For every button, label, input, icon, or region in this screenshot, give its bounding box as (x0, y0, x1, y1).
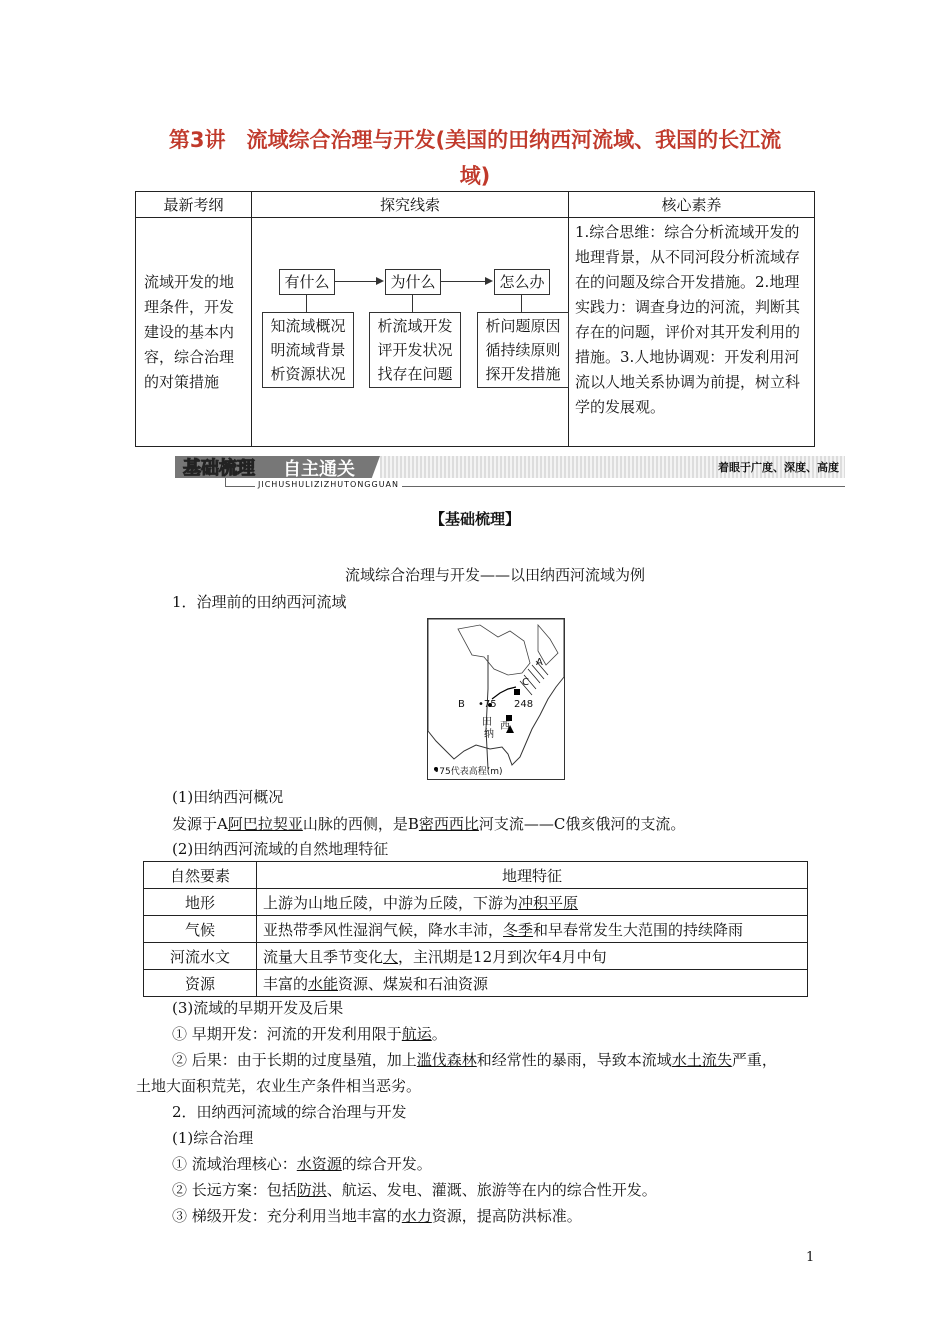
map-label-a: A (536, 657, 543, 668)
literacy-text: 1.综合思维：综合分析流域开发的地理背景，从不同河段分析流域存在的问题及综合开发措施。2.地理实践力：调查身边的河流，判断其存在的问题，评价对其开发利用的措施。3.人地协调观：开发利用河流以人地关系协调为前提，树立科学的发展观。 (569, 218, 815, 447)
banner-slogan: 着眼于广度、深度、高度 (718, 461, 839, 474)
flow-col2-item: 找存在问题 (377, 365, 453, 383)
flow-arrow-1 (334, 281, 382, 282)
syllabus-table (135, 191, 815, 447)
heading-1: 1．治理前的田纳西河流域 (172, 593, 347, 611)
flow-col3-item: 循持续原则 (485, 341, 561, 359)
page-number: 1 (806, 1250, 815, 1265)
s2-title: (2)田纳西河流域的自然地理特征 (172, 840, 389, 858)
row-key: 资源 (144, 970, 257, 997)
section-heading: 【基础梳理】 (429, 510, 520, 528)
flow-col1-item: 知流域概况 (270, 317, 346, 335)
row-value: 上游为山地丘陵，中游为丘陵，下游为冲积平原 (257, 889, 808, 916)
header-syllabus: 最新考纲 (136, 192, 252, 218)
map-river-char-2: 纳 (484, 729, 494, 740)
row-blank: 大 (383, 947, 399, 966)
s4-blank-flood: 防洪 (296, 1181, 327, 1199)
flow-col1-item: 明流域背景 (270, 341, 346, 359)
page-title (130, 122, 820, 194)
row-key: 气候 (144, 916, 257, 943)
flow-box-how: 怎么办 (494, 269, 550, 295)
row-key: 河流水文 (144, 943, 257, 970)
row-key: 地形 (144, 889, 257, 916)
s3-item-1: ① 早期开发：河流的开发利用限于航运。 (172, 1025, 447, 1043)
flow-col1-item: 析资源状况 (270, 365, 346, 383)
map-label-c: C (522, 677, 529, 688)
s1-blank-2: 密西西比 (418, 815, 479, 833)
subtitle: 流域综合治理与开发——以田纳西河流域为例 (344, 566, 645, 584)
row-blank: 冬季 (503, 920, 534, 939)
section-banner (175, 454, 845, 490)
title-line-1: 第3讲 流域综合治理与开发(美国的田纳西河流域、我国的长江流 (168, 128, 782, 152)
s1-text (172, 811, 685, 838)
flow-col-2 (369, 312, 461, 388)
s3-blank-shipping: 航运 (401, 1025, 432, 1043)
s1-title: (1)田纳西河概况 (172, 788, 284, 806)
s1-blank-1: 阿巴拉契亚 (227, 815, 303, 833)
s1-text-b: 山脉的西侧，是B (302, 815, 419, 833)
flow-col3-item: 析问题原因 (485, 317, 561, 335)
flow-col-1 (262, 312, 354, 388)
table-row (144, 916, 808, 943)
s3-item-2: ② 后果：由于长期的过度垦殖，加上滥伐森林和经常性的暴雨，导致本流域水土流失严重， (172, 1051, 777, 1069)
map-elevation-75: •75 (478, 699, 497, 710)
syllabus-text: 流域开发的地理条件，开发建设的基本内容，综合治理的对策措施 (136, 218, 252, 447)
banner-label-a: 基础梳理 (183, 458, 255, 479)
s3-blank-erosion: 水土流失 (671, 1051, 732, 1069)
flow-box-what: 有什么 (279, 269, 335, 295)
s1-text-a: 发源于A (172, 815, 228, 833)
flow-connector-1 (306, 294, 307, 312)
header-clues: 探究线索 (252, 192, 569, 218)
row-value: 亚热带季风性湿润气候，降水丰沛，冬季和早春常发生大范围的持续降雨 (257, 916, 808, 943)
flow-box-why: 为什么 (385, 269, 441, 295)
flow-col2-item: 评开发状况 (377, 341, 453, 359)
row-blank: 冲积平原 (518, 893, 579, 912)
s1-text-c: 河支流——C俄亥俄河的支流。 (478, 815, 686, 833)
row-value: 流量大且季节变化大，主汛期是12月到次年4月中旬 (257, 943, 808, 970)
s4-item-1: ① 流域治理核心：水资源的综合开发。 (172, 1155, 432, 1173)
s4-item-3: ③ 梯级开发：充分利用当地丰富的水力资源，提高防洪标准。 (172, 1207, 582, 1225)
banner-pinyin: JICHUSHULIZIZHUTONGGUAN (255, 480, 402, 489)
row-blank: 水能 (308, 974, 339, 993)
s3-title: (3)流域的早期开发及后果 (172, 999, 344, 1017)
s4-blank-water: 水资源 (296, 1155, 342, 1173)
flow-col-3 (477, 312, 569, 388)
tennessee-map-figure (427, 618, 565, 780)
flow-col3-item: 探开发措施 (485, 365, 561, 383)
s4-item-2: ② 长远方案：包括防洪、航运、发电、灌溉、旅游等在内的综合性开发。 (172, 1181, 657, 1199)
row-value: 丰富的水能资源、煤炭和石油资源 (257, 970, 808, 997)
map-river-char-1: 田 (482, 717, 492, 728)
header-literacy: 核心素养 (569, 192, 815, 218)
s3-blank-deforest: 滥伐森林 (416, 1051, 477, 1069)
map-label-b: B (458, 699, 465, 710)
features-header-value: 地理特征 (257, 862, 808, 889)
features-header-key: 自然要素 (144, 862, 257, 889)
flow-col2-item: 析流域开发 (377, 317, 453, 335)
flow-connector-2 (412, 294, 413, 312)
features-table (143, 861, 808, 997)
table-row (144, 943, 808, 970)
flow-arrow-2 (440, 281, 491, 282)
s3-item-2-cont: 土地大面积荒芜，农业生产条件相当恶劣。 (136, 1077, 422, 1095)
s4-blank-hydro: 水力 (401, 1207, 432, 1225)
s4-title: (1)综合治理 (172, 1129, 254, 1147)
title-line-2: 域) (459, 164, 491, 188)
flow-connector-3 (521, 294, 522, 312)
map-elevation-248: 248 (514, 699, 534, 710)
map-river-char-3: 西 (500, 721, 510, 732)
heading-2: 2．田纳西河流域的综合治理与开发 (172, 1103, 407, 1121)
banner-label-b: 自主通关 (283, 459, 355, 480)
map-legend: •75代表高程(m) (434, 767, 503, 777)
table-row (144, 970, 808, 997)
table-row (144, 889, 808, 916)
